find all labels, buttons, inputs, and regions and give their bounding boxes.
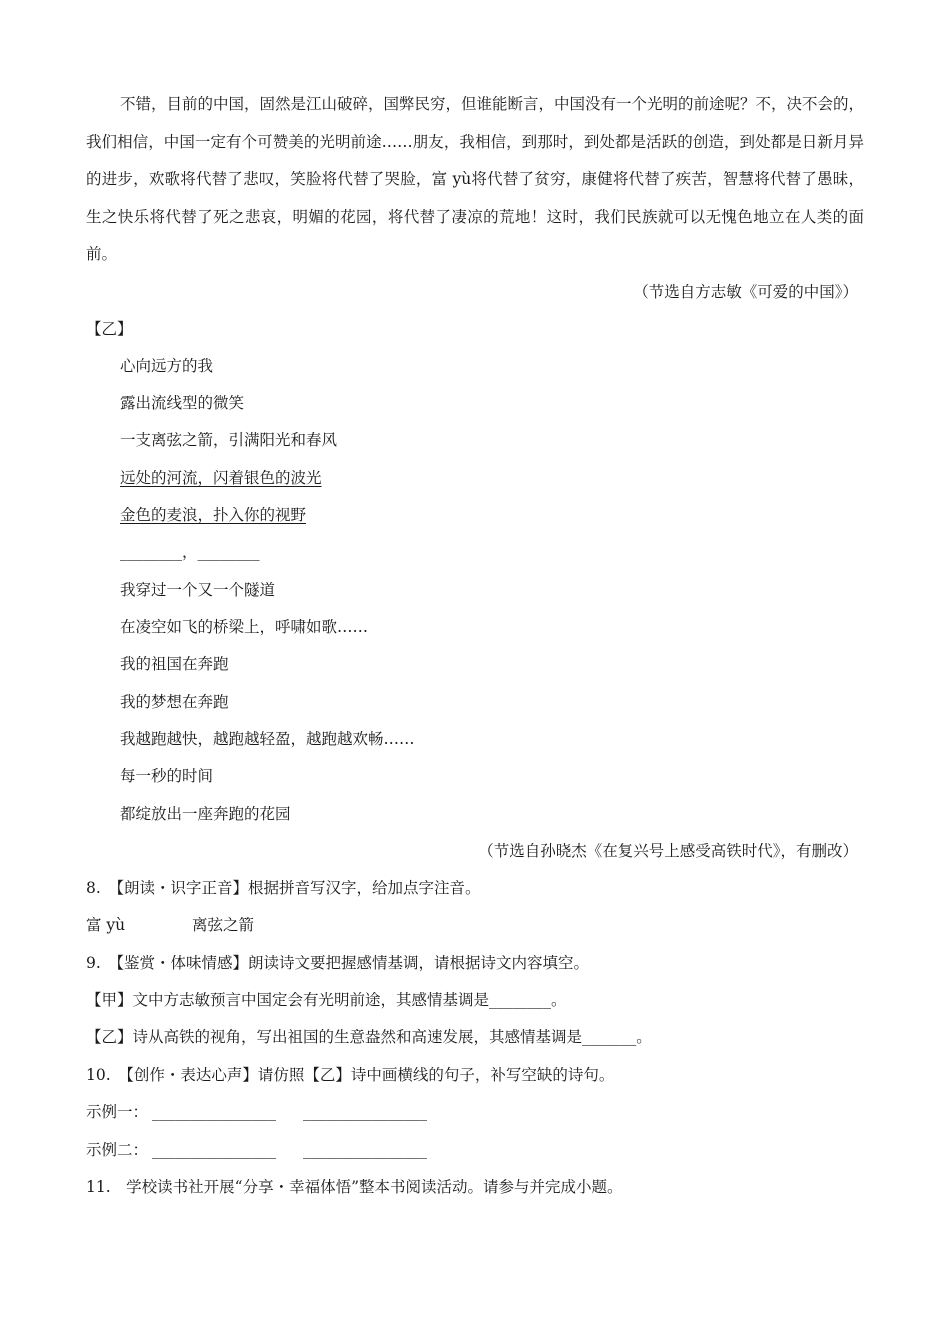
example-1-blank-1: ________________: [152, 1103, 276, 1121]
poem-line-1: 心向远方的我: [120, 357, 214, 375]
poem-line-4-underlined: 远处的河流，闪着银色的波光: [120, 469, 322, 487]
passage-yi-label: 【乙】: [86, 320, 133, 338]
poem-line-3: 一支离弦之箭，引满阳光和春风: [120, 431, 338, 449]
question-8-item-2: 离弦之箭: [192, 916, 255, 934]
example-2-blank-1: ________________: [152, 1141, 276, 1159]
question-8-item-1: 富 yù: [86, 916, 126, 934]
poem-line-5-underlined: 金色的麦浪，扑入你的视野: [120, 506, 307, 524]
passage-jia-source: （节选自方志敏《可爱的中国》）: [633, 283, 858, 301]
question-9-part-a: 【甲】文中方志敏预言中国定会有光明前途，其感情基调是________。: [86, 991, 567, 1009]
poem-line-8: 在凌空如飞的桥梁上，呼啸如歌……: [120, 618, 369, 636]
poem-line-7: 我穿过一个又一个隧道: [120, 581, 276, 599]
poem-line-11: 我越跑越快，越跑越轻盈，越跑越欢畅……: [120, 730, 415, 748]
poem-blank-line: ________，________: [120, 543, 260, 561]
question-11: 11. 学校读书社开展“分享・幸福体悟”整本书阅读活动。请参与并完成小题。: [86, 1178, 623, 1196]
poem-line-12: 每一秒的时间: [120, 767, 214, 785]
poem-line-10: 我的梦想在奔跑: [120, 693, 229, 711]
passage-yi-source: （节选自孙晓杰《在复兴号上感受高铁时代》，有删改）: [478, 842, 858, 860]
example-1-blank-2: ________________: [303, 1103, 427, 1121]
example-1-label: 示例一：: [86, 1103, 149, 1121]
passage-jia-paragraph: 不错，目前的中国，固然是江山破碎，国弊民穷，但谁能断言，中国没有一个光明的前途呢？不，决不会的，我们相信，中国一定有个可赞美的光明前途……朋友，我相信，到那时，到处都是活跃的创造，到处都是日新月异的进步，欢歌将代替了悲叹，笑脸将代替了哭脸，富 yù将代替了贫穷，康健将代替了疾苦，智慧将代替了愚昧，生之快乐将代替了死之悲哀，明媚的花园，将代替了凄凉的荒地！这时，我们民族就可以无愧色地立在人类的面前。: [86, 95, 865, 263]
question-10: 10. 【创作・表达心声】请仿照【乙】诗中画横线的句子，补写空缺的诗句。: [86, 1066, 615, 1084]
example-2-blank-2: ________________: [303, 1141, 427, 1159]
poem-line-13: 都绽放出一座奔跑的花园: [120, 805, 291, 823]
poem-line-9: 我的祖国在奔跑: [120, 655, 229, 673]
poem-line-2: 露出流线型的微笑: [120, 394, 245, 412]
example-2-label: 示例二：: [86, 1141, 149, 1159]
question-9: 9. 【鉴赏・体味情感】朗读诗文要把握感情基调，请根据诗文内容填空。: [86, 954, 590, 972]
question-8: 8. 【朗读・识字正音】根据拼音写汉字，给加点字注音。: [86, 879, 481, 897]
question-9-part-b: 【乙】诗从高铁的视角，写出祖国的生意盎然和高速发展，其感情基调是_______。: [86, 1028, 652, 1046]
